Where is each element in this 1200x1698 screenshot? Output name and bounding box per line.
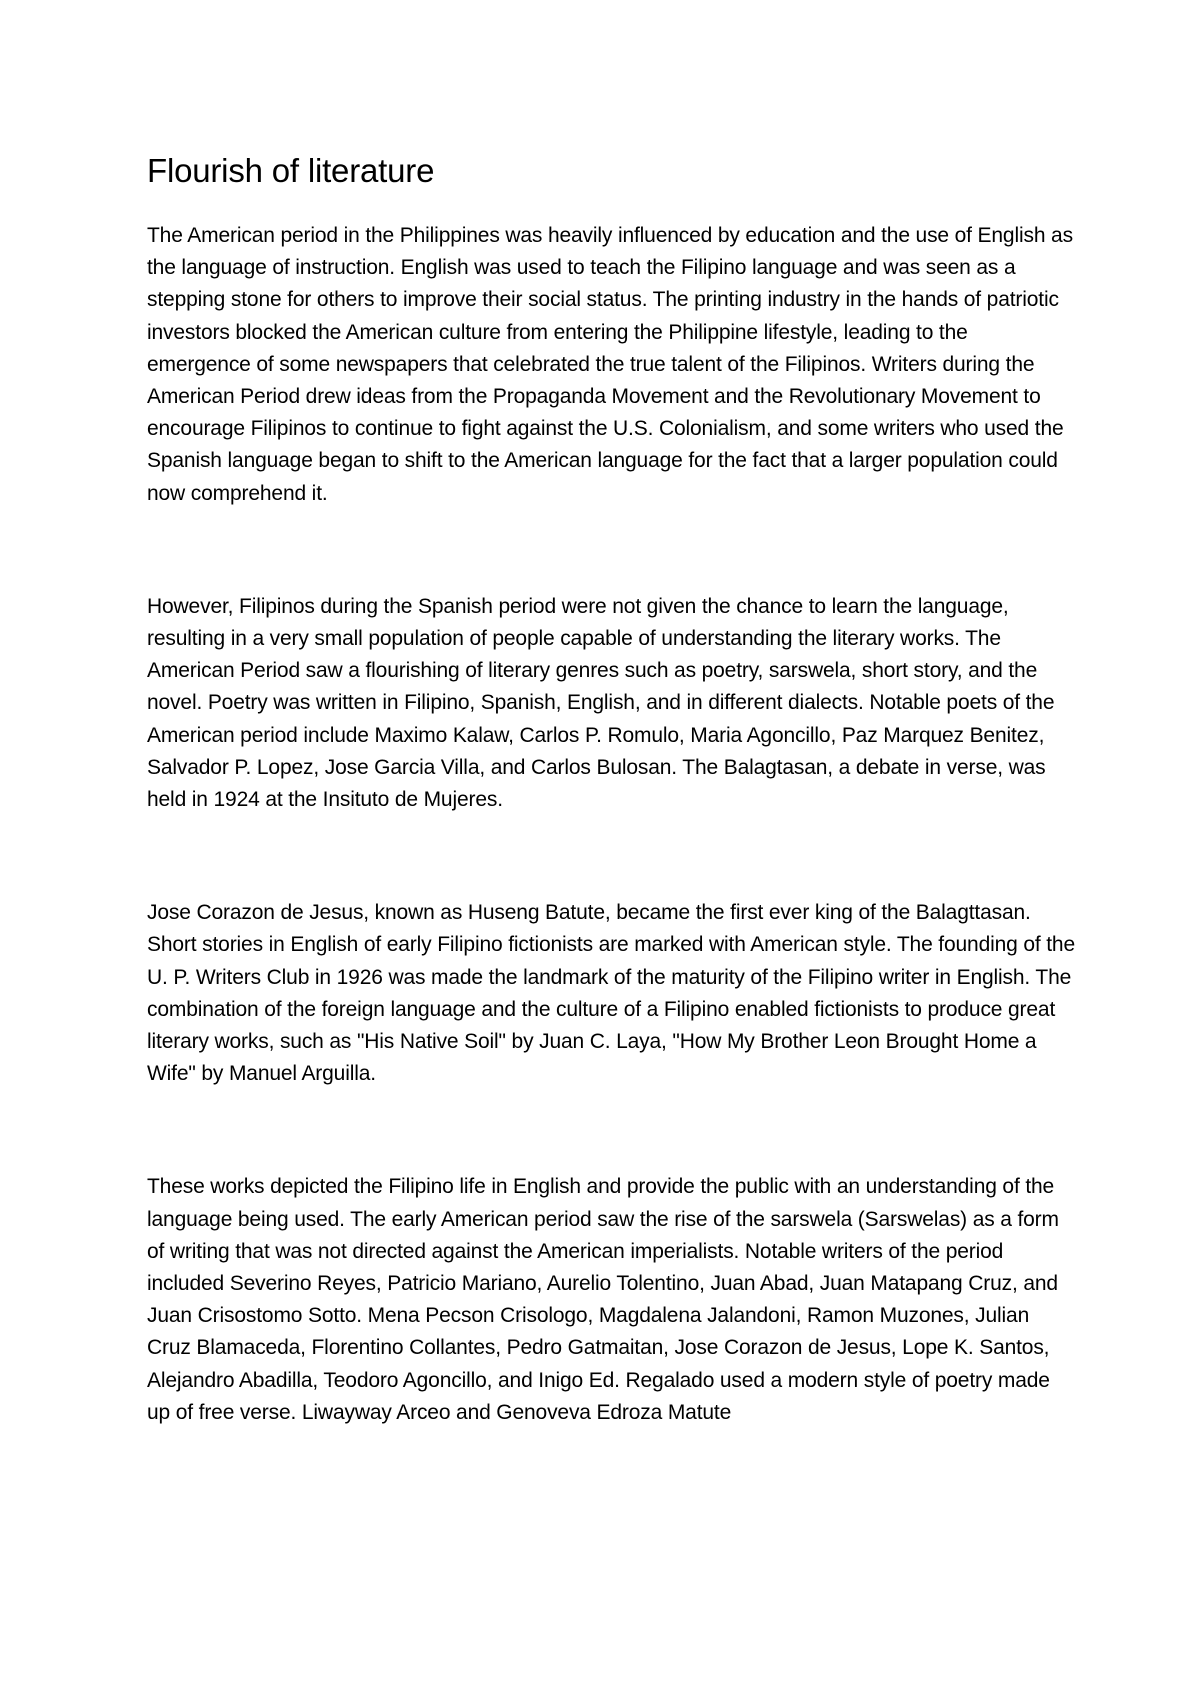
document-body bbox=[147, 150, 1077, 1429]
document-title: Flourish of literature bbox=[147, 152, 435, 189]
paragraph-short-stories: Jose Corazon de Jesus, known as Huseng Batute, became the first ever king of the Balagttasan. Short stories in English of early Filipino fictionists are marked with American style. The founding of the U. P. Writers Club in 1926 was made the landmark of the maturity of the Filipino writer in English. The combination of the foreign language and the culture of a Filipino enabled fictionists to produce great literary works, such as "His Native Soil" by Juan C. Laya, "How My Brother Leon Brought Home a Wife" by Manuel Arguilla. bbox=[147, 901, 1075, 1086]
paragraph-literary-genres: However, Filipinos during the Spanish period were not given the chance to learn the language, resulting in a very small population of people capable of understanding the literary works. The American Period saw a flourishing of literary genres such as poetry, sarswela, short story, and the novel. Poetry was written in Filipino, Spanish, English, and in different dialects. Notable poets of the American period include Maximo Kalaw, Carlos P. Romulo, Maria Agoncillo, Paz Marquez Benitez, Salvador P. Lopez, Jose Garcia Villa, and Carlos Bulosan. The Balagtasan, a debate in verse, was held in 1924 at the Insituto de Mujeres. bbox=[147, 594, 1055, 812]
paragraph-american-period: The American period in the Philippines was heavily influenced by education and the use of English as the language of instruction. English was used to teach the Filipino language and was seen as a stepping stone for others to improve their social status. The printing industry in the hands of patriotic investors blocked the American culture from entering the Philippine lifestyle, leading to the emergence of some newspapers that celebrated the true talent of the Filipinos. Writers during the American Period drew ideas from the Propaganda Movement and the Revolutionary Movement to encourage Filipinos to continue to fight against the U.S. Colonialism, and some writers who used the Spanish language began to shift to the American language for the fact that a larger population could now comprehend it. bbox=[147, 224, 1073, 505]
paragraph-sarswela-writers: These works depicted the Filipino life in English and provide the public with an understanding of the language being used. The early American period saw the rise of the sarswela (Sarswelas) as a form of writing that was not directed against the American imperialists. Notable writers of the period included Severino Reyes, Patricio Mariano, Aurelio Tolentino, Juan Abad, Juan Matapang Cruz, and Juan Crisostomo Sotto. Mena Pecson Crisologo, Magdalena Jalandoni, Ramon Muzones, Julian Cruz Blamaceda, Florentino Collantes, Pedro Gatmaitan, Jose Corazon de Jesus, Lope K. Santos, Alejandro Abadilla, Teodoro Agoncillo, and Inigo Ed. Regalado used a modern style of poetry made up of free verse. Liwayway Arceo and Genoveva Edroza Matute bbox=[147, 1175, 1059, 1424]
